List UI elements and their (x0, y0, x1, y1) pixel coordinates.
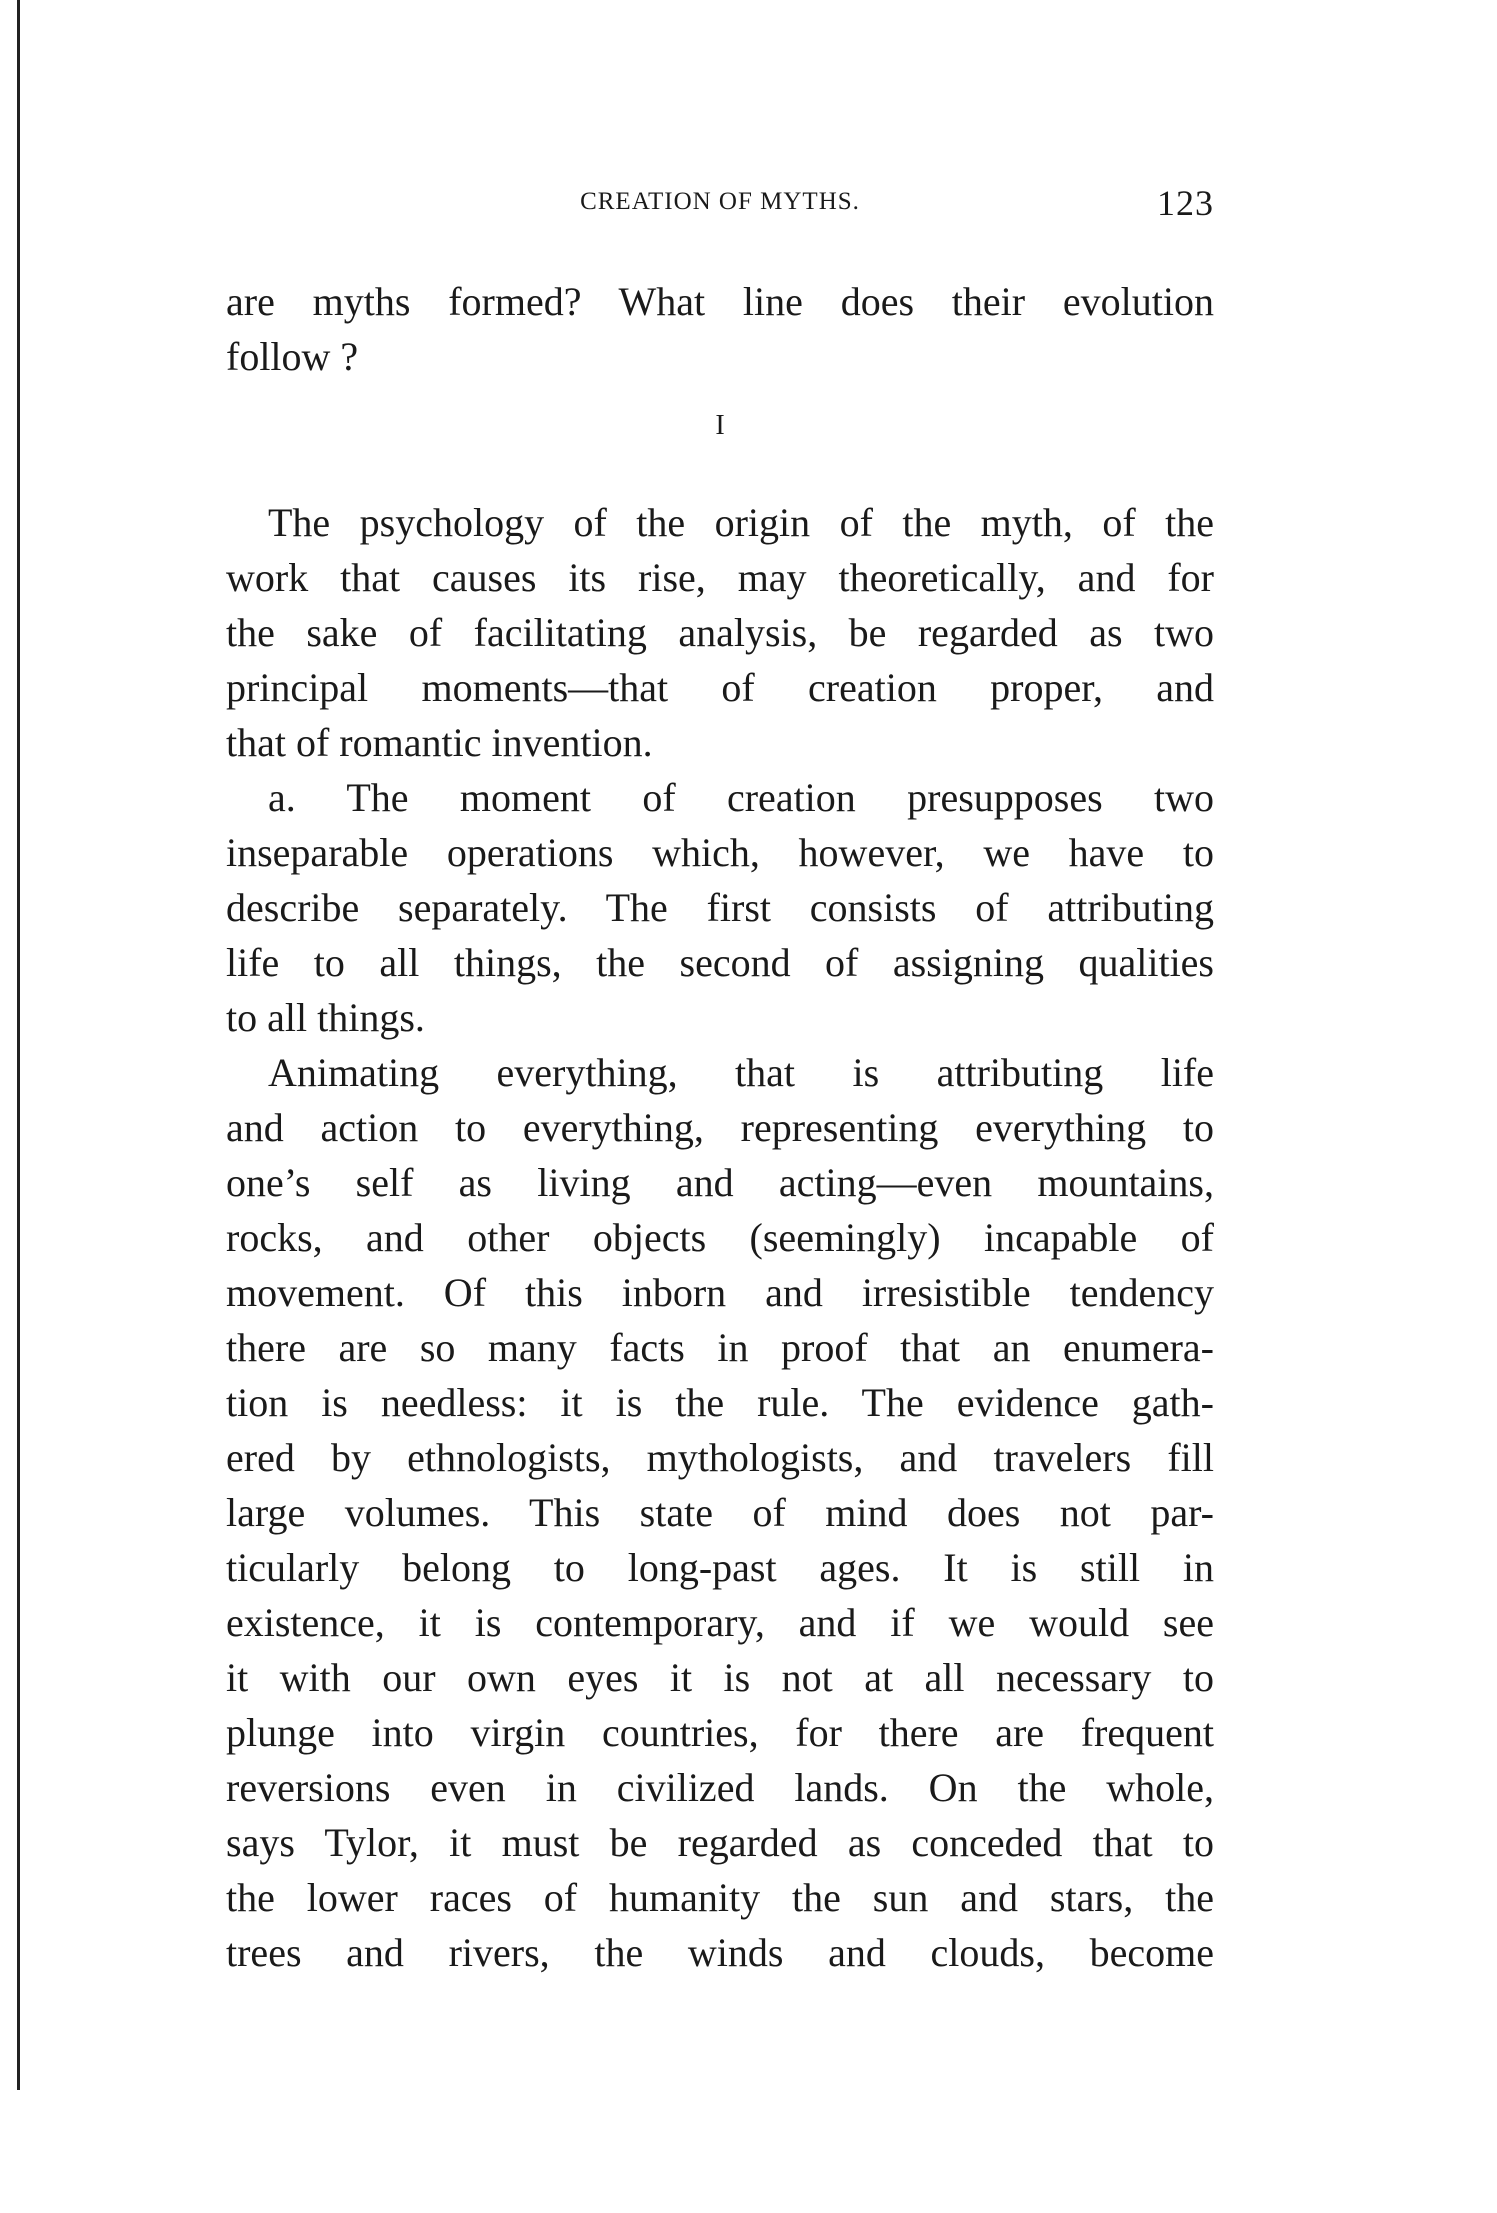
section-numeral: I (715, 410, 725, 441)
text-line: that of romantic invention. (226, 720, 653, 765)
paragraph-first-line: Animating everything, that is attributing life (268, 1050, 1214, 1095)
text-line: there are so many facts in proof that an enumera- (226, 1325, 1214, 1370)
text-line: principal moments—that of creation proper, and (226, 665, 1214, 710)
text-line: ticularly belong to long-past ages. It is still in (226, 1545, 1214, 1590)
text-line: tion is needless: it is the rule. The evidence gath- (226, 1380, 1214, 1425)
text-line: it with our own eyes it is not at all necessary to (226, 1655, 1214, 1700)
text-line: ered by ethnologists, mythologists, and travelers fill (226, 1435, 1214, 1480)
text-line: reversions even in civilized lands. On the whole, (226, 1765, 1214, 1810)
text-line: rocks, and other objects (seemingly) incapable of (226, 1215, 1214, 1260)
running-title: CREATION OF MYTHS. (580, 188, 860, 215)
text-line: says Tylor, it must be regarded as conceded that to (226, 1820, 1214, 1865)
page-number: 123 (1157, 183, 1214, 223)
text-line: life to all things, the second of assigning qualities (226, 940, 1214, 985)
body-text (226, 495, 1214, 1980)
text-line: the lower races of humanity the sun and stars, the (226, 1875, 1214, 1920)
text-line: describe separately. The first consists of attributing (226, 885, 1214, 930)
text-line: are myths formed? What line does their evolution (226, 279, 1214, 324)
text-line: to all things. (226, 995, 425, 1040)
text-line: inseparable operations which, however, we have to (226, 830, 1214, 875)
intro-paragraph (226, 274, 1214, 384)
text-line: and action to everything, representing everything to (226, 1105, 1214, 1150)
text-line: the sake of facilitating analysis, be regarded as two (226, 610, 1214, 655)
text-line: work that causes its rise, may theoretically, and for (226, 555, 1214, 600)
text-line: large volumes. This state of mind does not par- (226, 1490, 1214, 1535)
text-line: movement. Of this inborn and irresistible tendency (226, 1270, 1214, 1315)
page-edge-line (17, 0, 20, 2090)
paragraph-first-line: The psychology of the origin of the myth, of the (268, 500, 1214, 545)
text-line: existence, it is contemporary, and if we would see (226, 1600, 1214, 1645)
text-line: one’s self as living and acting—even mountains, (226, 1160, 1214, 1205)
text-line: plunge into virgin countries, for there are frequent (226, 1710, 1214, 1755)
paragraph-first-line: a. The moment of creation presupposes two (268, 775, 1214, 820)
text-line: trees and rivers, the winds and clouds, become (226, 1930, 1214, 1975)
text-line: follow ? (226, 334, 359, 379)
running-header (226, 182, 1214, 222)
